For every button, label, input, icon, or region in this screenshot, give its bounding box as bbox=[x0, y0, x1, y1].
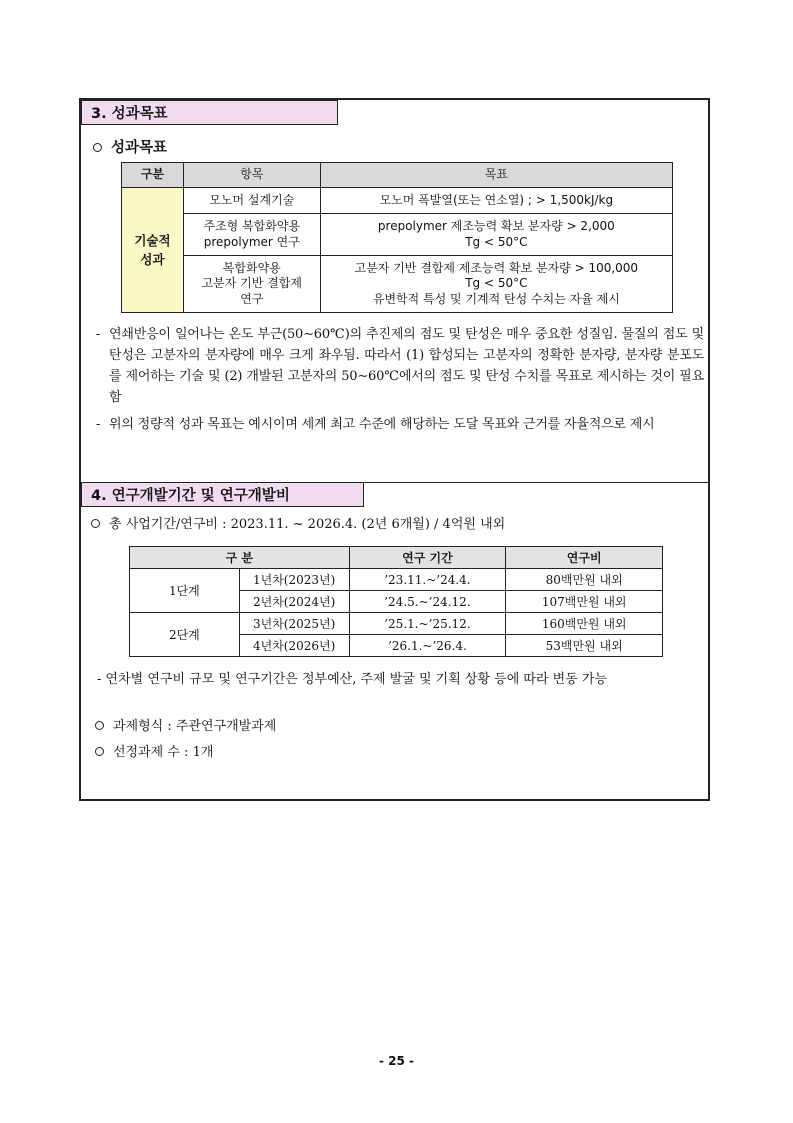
year-cell: 2년차(2024년) bbox=[239, 591, 349, 613]
task-type bbox=[95, 715, 276, 734]
circle-bullet-icon bbox=[91, 519, 100, 528]
table-header-row bbox=[122, 163, 673, 188]
task-type-text: 과제형식 : 주관연구개발과제 bbox=[113, 719, 277, 734]
year-cell: 4년차(2026년) bbox=[239, 635, 349, 657]
performance-goal-table bbox=[121, 162, 673, 313]
goal-cell: 고분자 기반 결합제 제조능력 확보 분자량 > 100,000 Tg < 50°C 유변학적 특성 및 기계적 탄성 수치는 자율 제시 bbox=[320, 256, 672, 313]
category-cell bbox=[122, 188, 184, 313]
dash-bullet: - bbox=[96, 327, 101, 342]
table-header-row bbox=[130, 547, 663, 569]
project-summary bbox=[91, 513, 505, 532]
year-cell: 3년차(2025년) bbox=[239, 613, 349, 635]
item-cell: 주조형 복합화약용 prepolymer 연구 bbox=[183, 214, 320, 256]
period-cell: ’24.5.~’24.12. bbox=[349, 591, 506, 613]
goal-cell: prepolymer 제조능력 확보 분자량 > 2,000 Tg < 50°C bbox=[320, 214, 672, 256]
item-cell: 모노머 설계기술 bbox=[183, 188, 320, 214]
table-row bbox=[130, 569, 663, 591]
header-division: 구 분 bbox=[130, 547, 350, 569]
period-cell: ’26.1.~’26.4. bbox=[349, 635, 506, 657]
table-row bbox=[122, 188, 673, 214]
circle-bullet-icon bbox=[93, 143, 102, 152]
table-row bbox=[130, 613, 663, 635]
header-period: 연구 기간 bbox=[349, 547, 506, 569]
period-cell: ’25.1.~’25.12. bbox=[349, 613, 506, 635]
budget-cell: 53백만원 내외 bbox=[506, 635, 663, 657]
task-count bbox=[95, 741, 213, 760]
goal-cell: 모노머 폭발열(또는 연소열) ; > 1,500kJ/kg bbox=[320, 188, 672, 214]
header-category: 구분 bbox=[122, 163, 184, 188]
stage-cell: 2단계 bbox=[130, 613, 240, 657]
circle-bullet-icon bbox=[95, 721, 104, 730]
note-text: 연쇄반응이 일어나는 온도 부근(50∼60℃)의 추진제의 점도 및 탄성은 매우 중요한 성질임. 물질의 점도 및 탄성은 고분자의 분자량에 매우 크게 좌우됨. 따라서 (1) 합성되는 고분자의 정확한 분자량, 분자량 분포도를 제어하는 기술 및 (2) 개발된 고분자의 50∼60℃에서의 점도 및 탄성 수치를 목표로 제시하는 것이 필요함 bbox=[109, 327, 704, 405]
period-cell: ’23.11.~’24.4. bbox=[349, 569, 506, 591]
task-count-text: 선정과제 수 : 1개 bbox=[113, 745, 214, 760]
subheading-text: 성과목표 bbox=[111, 140, 168, 156]
budget-cell: 80백만원 내외 bbox=[506, 569, 663, 591]
summary-text: 총 사업기간/연구비 : 2023.11. ~ 2026.4. (2년 6개월) / 4억원 내외 bbox=[109, 517, 506, 532]
header-goal: 목표 bbox=[320, 163, 672, 188]
header-budget: 연구비 bbox=[506, 547, 663, 569]
note-paragraph bbox=[96, 414, 704, 435]
item-cell: 복합화약용 고분자 기반 결합제 연구 bbox=[183, 256, 320, 313]
section4-heading: 4. 연구개발기간 및 연구개발비 bbox=[81, 482, 364, 507]
budget-table bbox=[129, 546, 663, 657]
header-item: 항목 bbox=[183, 163, 320, 188]
budget-cell: 160백만원 내외 bbox=[506, 613, 663, 635]
note-paragraph bbox=[96, 324, 704, 408]
section3-subheading bbox=[93, 136, 167, 157]
note-text: 위의 정량적 성과 목표는 예시이며 세계 최고 수준에 해당하는 도달 목표와 근거를 자율적으로 제시 bbox=[109, 417, 655, 432]
category-label: 기술적 성과 bbox=[134, 233, 171, 267]
budget-cell: 107백만원 내외 bbox=[506, 591, 663, 613]
circle-bullet-icon bbox=[95, 747, 104, 756]
budget-note: - 연차별 연구비 규모 및 연구기간은 정부예산, 주제 발굴 및 기획 상황 등에 따라 변동 가능 bbox=[97, 672, 608, 687]
dash-bullet: - bbox=[96, 417, 101, 432]
year-cell: 1년차(2023년) bbox=[239, 569, 349, 591]
table-row bbox=[122, 214, 673, 256]
stage-cell: 1단계 bbox=[130, 569, 240, 613]
page-frame bbox=[79, 98, 710, 801]
section3-heading: 3. 성과목표 bbox=[81, 100, 338, 125]
table-row bbox=[122, 256, 673, 313]
page-number: - 25 - bbox=[378, 1054, 414, 1068]
